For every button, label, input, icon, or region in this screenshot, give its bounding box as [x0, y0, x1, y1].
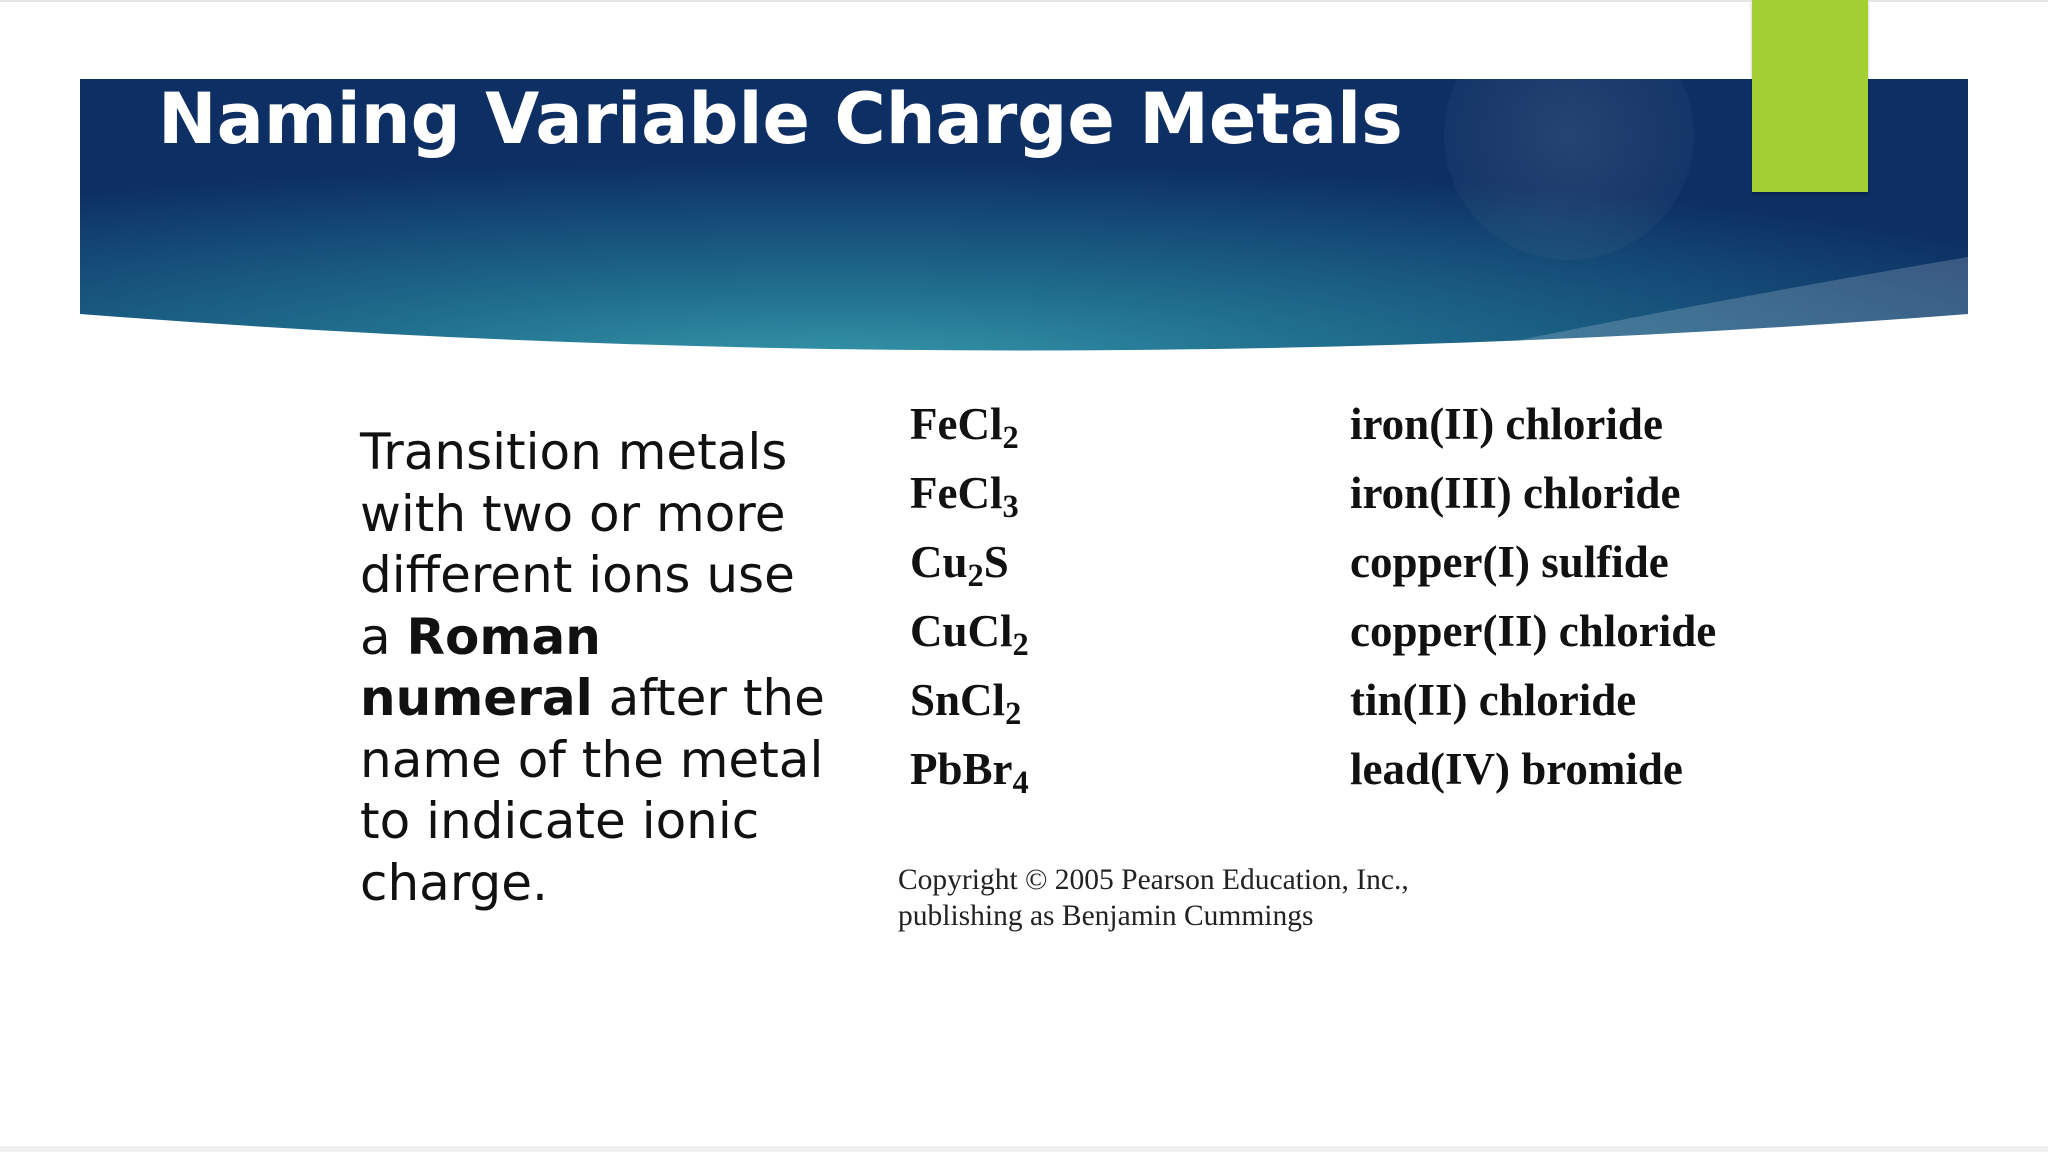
- copyright-line: Copyright © 2005 Pearson Education, Inc.,: [898, 864, 1409, 896]
- compound-formula: [910, 743, 1029, 802]
- formula-subscript: 2: [1005, 696, 1022, 733]
- compound-row: [908, 743, 1768, 812]
- formula-subscript: 4: [1012, 765, 1029, 802]
- formula-base: SnCl: [910, 675, 1006, 725]
- body-text-end: after the name of the metal to indicate ionic charge.: [360, 669, 825, 912]
- formula-base: FeCl: [910, 468, 1003, 518]
- compound-row: [908, 536, 1768, 605]
- formula-tail: S: [983, 537, 1009, 587]
- compound-row: [908, 398, 1768, 467]
- copyright-notice: [898, 862, 1409, 934]
- body-text-start: Transition metals with two or more different ions use a: [360, 423, 795, 666]
- compound-formula: [910, 605, 1029, 664]
- compound-name: lead(IV) bromide: [1350, 744, 1683, 794]
- formula-subscript: 2: [1012, 627, 1029, 664]
- accent-bar: [1752, 0, 1868, 192]
- compound-row: [908, 467, 1768, 536]
- slide-title: Naming Variable Charge Metals: [158, 78, 1403, 160]
- compound-name: iron(II) chloride: [1350, 399, 1663, 449]
- top-divider: [0, 0, 2048, 2]
- bottom-divider: [0, 1146, 2048, 1152]
- body-emphasis: Roman numeral: [360, 607, 601, 727]
- formula-base: PbBr: [910, 744, 1013, 794]
- formula-base: FeCl: [910, 399, 1003, 449]
- compound-name: tin(II) chloride: [1350, 675, 1637, 725]
- compound-name: copper(II) chloride: [1350, 606, 1717, 656]
- publisher-line: publishing as Benjamin Cummings: [898, 900, 1314, 932]
- body-paragraph: [360, 422, 830, 914]
- compound-row: [908, 605, 1768, 674]
- compound-formula: [910, 467, 1019, 526]
- formula-subscript: 3: [1002, 489, 1019, 526]
- compound-row: [908, 674, 1768, 743]
- compound-formula: [910, 674, 1022, 733]
- compound-name: iron(III) chloride: [1350, 468, 1681, 518]
- compound-formula: [910, 536, 1009, 595]
- compound-formula: [910, 398, 1019, 457]
- compound-name: copper(I) sulfide: [1350, 537, 1669, 587]
- metals-table: [908, 398, 1768, 812]
- formula-base: Cu: [910, 537, 968, 587]
- formula-subscript: 2: [1002, 420, 1019, 457]
- formula-base: CuCl: [910, 606, 1013, 656]
- formula-subscript: 2: [967, 558, 984, 595]
